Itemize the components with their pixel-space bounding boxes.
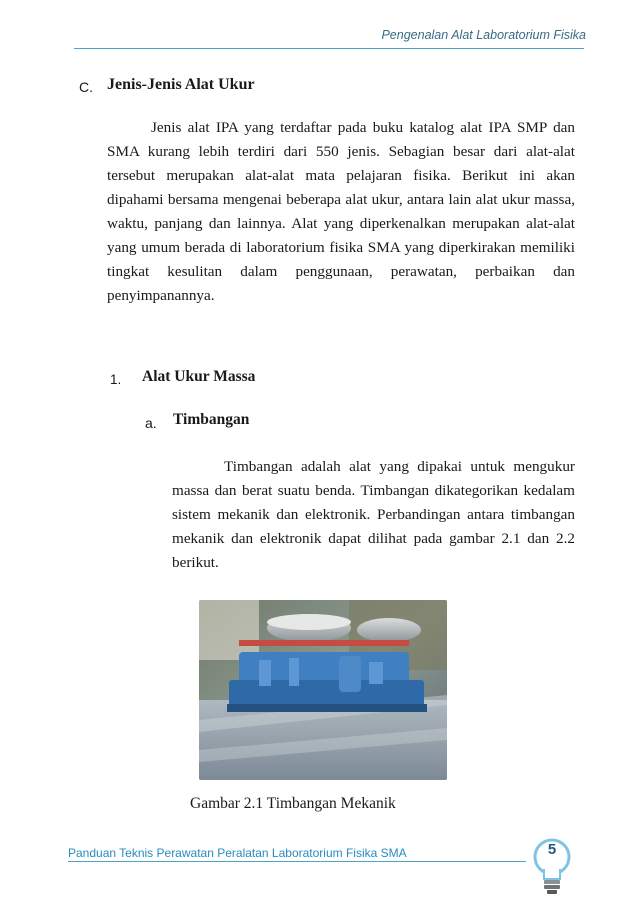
figure-caption: Gambar 2.1 Timbangan Mekanik — [190, 795, 396, 812]
section-title: Jenis-Jenis Alat Ukur — [107, 76, 255, 93]
figure-photo-mechanical-scale — [199, 600, 447, 780]
section-label: C. — [79, 79, 93, 95]
subsection-number: 1. — [110, 372, 122, 387]
subsubsection-title: Timbangan — [173, 411, 250, 428]
section-paragraph-text: Jenis alat IPA yang terdaftar pada buku katalog alat IPA SMP dan SMA kurang lebih terdiri dari 550 jenis. Sebagian besar dari alat-alat tersebut merupakan alat-alat mata pelajaran fisika. Berikut ini akan dipahami bersama mengenai beberapa alat ukur, antara lain alat ukur massa, waktu, panjang dan lainnya. Alat yang diperkenalkan merupakan alat-alat yang umum berada di laboratorium fisika SMA yang diperkirakan memiliki tingkat kesulitan dalam penggunaan, perawatan, perbaikan dan penyimpanannya. — [107, 119, 575, 304]
page-number: 5 — [547, 841, 557, 858]
subsubsection-letter: a. — [145, 415, 157, 431]
subsection-title: Alat Ukur Massa — [142, 368, 256, 385]
footer-rule — [68, 861, 526, 862]
header-rule — [74, 48, 584, 49]
section-paragraph — [107, 116, 575, 308]
footer-book-title: Panduan Teknis Perawatan Peralatan Laboratorium Fisika SMA — [68, 846, 407, 860]
subsubsection-paragraph — [172, 455, 575, 575]
subsubsection-paragraph-text: Timbangan adalah alat yang dipakai untuk mengukur massa dan berat suatu benda. Timbangan dikategorikan kedalam sistem mekanik dan elektronik. Perbandingan antara timbangan mekanik dan elektronik dapat dilihat pada gambar 2.1 dan 2.2 berikut. — [172, 458, 575, 571]
running-header: Pengenalan Alat Laboratorium Fisika — [381, 28, 586, 42]
